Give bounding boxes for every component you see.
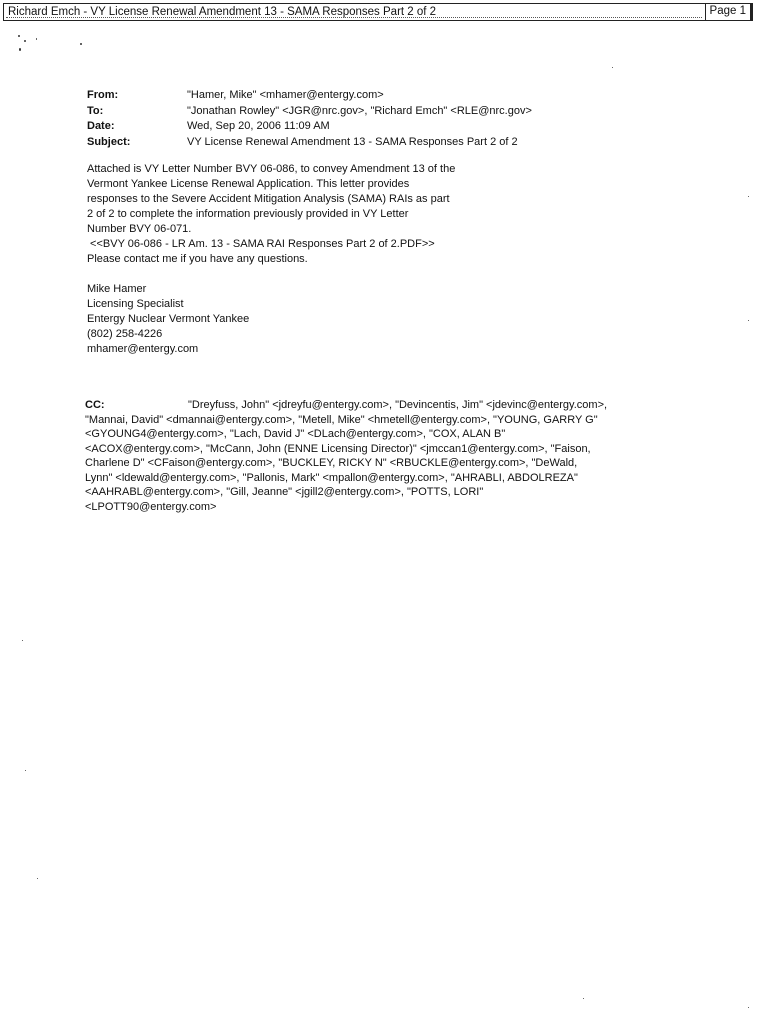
cc-first-line	[85, 398, 765, 413]
email-body	[87, 162, 455, 267]
scan-speck	[748, 320, 749, 321]
cc-line: <LPOTT90@entergy.com>	[85, 500, 217, 513]
subject-value: VY License Renewal Amendment 13 - SAMA Responses Part 2 of 2	[187, 135, 518, 148]
signature-email: mhamer@entergy.com	[87, 343, 199, 355]
email-header	[87, 88, 532, 150]
from-label: From:	[87, 89, 119, 101]
from-value: "Hamer, Mike" <mhamer@entergy.com>	[187, 89, 384, 101]
subject-label: Subject:	[87, 135, 131, 148]
signature-organization: Entergy Nuclear Vermont Yankee	[87, 313, 250, 325]
body-line: Attached is VY Letter Number BVY 06-086, to convey Amendment 13 of the	[87, 163, 456, 175]
cc-line: Charlene D" <CFaison@entergy.com>, "BUCKLEY, RICKY N" <RBUCKLE@entergy.com>, "DeWald,	[85, 457, 578, 469]
to-row	[87, 104, 532, 120]
cc-line: <AAHRABL@entergy.com>, "Gill, Jeanne" <jgill2@entergy.com>, "POTTS, LORI"	[85, 486, 484, 498]
scan-speck	[18, 35, 20, 37]
cc-recipients: "Dreyfuss, John" <jdreyfu@entergy.com>, "Devincentis, Jim" <jdevinc@entergy.com>,	[188, 399, 608, 411]
page-header	[3, 3, 753, 21]
page-number: Page 1	[705, 3, 752, 20]
signature	[87, 282, 249, 357]
scan-speck	[36, 38, 37, 40]
signature-title: Licensing Specialist	[87, 298, 184, 310]
scan-speck	[19, 48, 21, 51]
attachment-name: <<BVY 06-086 - LR Am. 13 - SAMA RAI Responses Part 2 of 2.PDF>>	[87, 238, 435, 250]
signature-name: Mike Hamer	[87, 283, 147, 295]
scan-speck	[25, 770, 26, 771]
date-row	[87, 119, 532, 135]
cc-line: <GYOUNG4@entergy.com>, "Lach, David J" <DLach@entergy.com>, "COX, ALAN B"	[85, 428, 506, 440]
body-line: Please contact me if you have any questions.	[87, 253, 308, 265]
cc-line: "Mannai, David" <dmannai@entergy.com>, "Metell, Mike" <hmetell@entergy.com>, "YOUNG, GARRY G"	[85, 413, 598, 426]
scan-speck	[80, 43, 82, 45]
to-label: To:	[87, 104, 104, 117]
body-line: 2 of 2 to complete the information previously provided in VY Letter	[87, 208, 409, 220]
scan-speck	[22, 640, 23, 641]
cc-label: CC:	[85, 399, 105, 411]
cc-line: <ACOX@entergy.com>, "McCann, John (ENNE Licensing Director)" <jmccan1@entergy.com>, "Faison,	[85, 442, 591, 455]
cc-line: Lynn" <ldewald@entergy.com>, "Pallonis, Mark" <mpallon@entergy.com>, "AHRABLI, ABDOLREZA"	[85, 471, 578, 484]
scan-speck	[37, 878, 38, 879]
body-line: Vermont Yankee License Renewal Application. This letter provides	[87, 178, 410, 190]
date-label: Date:	[87, 120, 115, 132]
scan-speck	[583, 998, 584, 999]
scan-speck	[612, 67, 613, 68]
from-row	[87, 88, 532, 104]
header-title: Richard Emch - VY License Renewal Amendment 13 - SAMA Responses Part 2 of 2	[8, 6, 437, 18]
scan-speck	[24, 40, 26, 42]
subject-row	[87, 135, 532, 151]
date-value: Wed, Sep 20, 2006 11:09 AM	[187, 120, 330, 132]
header-rule	[6, 17, 702, 18]
cc-list	[85, 398, 765, 514]
signature-phone: (802) 258-4226	[87, 328, 163, 340]
body-line: Number BVY 06-071.	[87, 223, 192, 235]
body-line: responses to the Severe Accident Mitigation Analysis (SAMA) RAIs as part	[87, 193, 450, 205]
scan-speck	[748, 1007, 749, 1008]
to-value: "Jonathan Rowley" <JGR@nrc.gov>, "Richard Emch" <RLE@nrc.gov>	[187, 104, 532, 117]
scan-speck	[748, 196, 749, 197]
